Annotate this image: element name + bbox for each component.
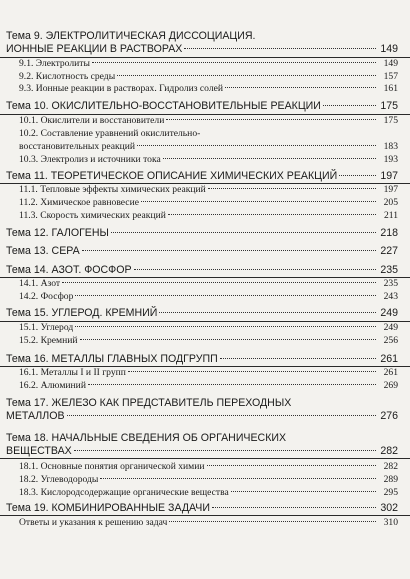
page-number: 211 — [383, 210, 398, 221]
toc-title: 18.3. Кислородсодержащие органические вещества — [19, 487, 229, 498]
toc-title: 15.1. Углерод — [19, 322, 74, 333]
toc-sub-entry[interactable] — [19, 366, 398, 380]
toc-title: Тема 9. ЭЛЕКТРОЛИТИЧЕСКАЯ ДИССОЦИАЦИЯ. — [6, 30, 256, 42]
page-number: 282 — [380, 445, 398, 457]
toc-sub-entry-start[interactable] — [19, 127, 200, 141]
leader-dots — [168, 214, 376, 215]
toc-title: Тема 13. СЕРА — [6, 245, 80, 257]
toc-title: 15.2. Кремний — [19, 335, 78, 346]
leader-dots — [169, 521, 376, 522]
page-number: 183 — [383, 141, 398, 152]
page-number: 149 — [383, 58, 398, 69]
topic-title — [6, 29, 255, 43]
toc-title: 11.3. Скорость химических реакций — [19, 210, 166, 221]
toc-title: ИОННЫЕ РЕАКЦИИ В РАСТВОРАХ — [6, 43, 183, 55]
page-number: 197 — [383, 184, 398, 195]
toc-sub-entry[interactable] — [19, 140, 398, 154]
page-number: 175 — [380, 100, 398, 112]
page-number: 197 — [380, 170, 398, 182]
toc-title: Ответы и указания к решению задач — [19, 517, 168, 528]
toc-sub-entry[interactable] — [19, 473, 398, 487]
page-number: 269 — [383, 380, 398, 391]
toc-title: Тема 19. КОМБИНИРОВАННЫЕ ЗАДАЧИ — [6, 502, 210, 514]
leader-dots — [100, 478, 376, 479]
toc-topic-entry-start[interactable] — [6, 396, 291, 410]
toc-title: Тема 17. ЖЕЛЕЗО КАК ПРЕДСТАВИТЕЛЬ ПЕРЕХОДНЫХ — [6, 397, 292, 409]
toc-topic-entry[interactable] — [6, 352, 398, 366]
page-number: 310 — [383, 517, 398, 528]
section-divider — [0, 458, 410, 459]
leader-dots — [67, 415, 376, 416]
toc-sub-entry[interactable] — [19, 209, 398, 223]
toc-title: Тема 18. НАЧАЛЬНЫЕ СВЕДЕНИЯ ОБ ОРГАНИЧЕСКИХ — [6, 432, 287, 444]
toc-title: Тема 14. АЗОТ. ФОСФОР — [6, 264, 132, 276]
toc-topic-entry[interactable] — [6, 244, 398, 258]
toc-title: Тема 12. ГАЛОГЕНЫ — [6, 227, 109, 239]
page-number: 149 — [380, 43, 398, 55]
toc-topic-entry[interactable] — [6, 409, 398, 423]
toc-title: 14.1. Азот — [19, 278, 61, 289]
page-number: 261 — [380, 353, 398, 365]
toc-title: МЕТАЛЛОВ — [6, 410, 65, 422]
toc-sub-entry[interactable] — [19, 460, 398, 474]
leader-dots — [225, 87, 376, 88]
toc-title: Тема 11. ТЕОРЕТИЧЕСКОЕ ОПИСАНИЕ ХИМИЧЕСКИХ РЕАКЦИЙ — [6, 170, 338, 182]
toc-topic-entry-start[interactable] — [6, 431, 286, 445]
toc-sub-entry[interactable] — [19, 486, 398, 500]
page-number: 289 — [383, 474, 398, 485]
toc-sub-entry[interactable] — [19, 183, 398, 197]
page-number: 205 — [383, 197, 398, 208]
toc-sub-entry[interactable] — [19, 153, 398, 167]
toc-title: ВЕЩЕСТВАХ — [6, 445, 72, 457]
toc-topic-entry[interactable] — [6, 306, 398, 320]
leader-dots — [111, 232, 376, 233]
page-number: 282 — [383, 461, 398, 472]
toc-title: 14.2. Фосфор — [19, 291, 74, 302]
toc-title: восстановительных реакций — [19, 141, 136, 152]
page-number: 256 — [383, 335, 398, 346]
leader-dots — [134, 269, 376, 270]
toc-title: Тема 10. ОКИСЛИТЕЛЬНО-ВОССТАНОВИТЕЛЬНЫЕ РЕАКЦИИ — [6, 100, 321, 112]
page-number: 218 — [380, 227, 398, 239]
toc-sub-entry[interactable] — [19, 379, 398, 393]
toc-title: 16.1. Металлы I и II групп — [19, 367, 126, 378]
toc-title: Тема 16. МЕТАЛЛЫ ГЛАВНЫХ ПОДГРУПП — [6, 353, 218, 365]
leader-dots — [80, 339, 376, 340]
page-number: 193 — [383, 154, 398, 165]
toc-title: 10.2. Составление уравнений окислительно- — [19, 128, 201, 139]
toc-topic-entry[interactable] — [6, 99, 398, 113]
toc-topic-entry[interactable] — [6, 42, 398, 56]
toc-title: 10.3. Электролиз и источники тока — [19, 154, 161, 165]
page-number: 261 — [383, 367, 398, 378]
toc-title: 9.2. Кислотность среды — [19, 71, 116, 82]
toc-topic-entry[interactable] — [6, 226, 398, 240]
page-number: 227 — [380, 245, 398, 257]
toc-title: 11.2. Химическое равновесие — [19, 197, 139, 208]
leader-dots — [212, 507, 376, 508]
page-number: 295 — [383, 487, 398, 498]
toc-topic-entry[interactable] — [6, 444, 398, 458]
toc-topic-entry[interactable] — [6, 501, 398, 515]
leader-dots — [184, 48, 376, 49]
leader-dots — [339, 175, 376, 176]
toc-title: 9.3. Ионные реакции в растворах. Гидролиз солей — [19, 83, 224, 94]
toc-title: Тема 15. УГЛЕРОД. КРЕМНИЙ — [6, 307, 158, 319]
leader-dots — [62, 282, 376, 283]
toc-sub-entry[interactable] — [19, 334, 398, 348]
toc-title: 9.1. Электролиты — [19, 58, 90, 69]
leader-dots — [128, 371, 376, 372]
toc-title: 16.2. Алюминий — [19, 380, 86, 391]
toc-sub-entry[interactable] — [19, 57, 398, 71]
leader-dots — [166, 119, 376, 120]
toc-topic-entry[interactable] — [6, 169, 398, 183]
leader-dots — [75, 295, 376, 296]
page-number: 302 — [380, 502, 398, 514]
toc-title: 18.2. Углеводороды — [19, 474, 99, 485]
toc-topic-entry[interactable] — [6, 263, 398, 277]
leader-dots — [220, 358, 376, 359]
page-number: 276 — [380, 410, 398, 422]
page-number: 157 — [383, 71, 398, 82]
leader-dots — [141, 201, 376, 202]
page-number: 249 — [380, 307, 398, 319]
toc-title: 11.1. Тепловые эффекты химических реакций — [19, 184, 206, 195]
toc-title: 18.1. Основные понятия органической химии — [19, 461, 205, 472]
leader-dots — [117, 75, 376, 76]
leader-dots — [88, 384, 376, 385]
page-number: 175 — [383, 115, 398, 126]
leader-dots — [159, 312, 376, 313]
leader-dots — [208, 188, 376, 189]
page-number: 243 — [383, 291, 398, 302]
leader-dots — [231, 491, 376, 492]
toc-sub-entry[interactable] — [19, 196, 398, 210]
toc-sub-entry[interactable] — [19, 321, 398, 335]
toc-sub-entry[interactable] — [19, 114, 398, 128]
leader-dots — [82, 250, 376, 251]
page-number: 235 — [380, 264, 398, 276]
toc-sub-entry[interactable] — [19, 516, 398, 530]
toc-sub-entry[interactable] — [19, 82, 398, 96]
toc-sub-entry[interactable] — [19, 277, 398, 291]
leader-dots — [137, 145, 376, 146]
leader-dots — [74, 450, 376, 451]
toc-sub-entry[interactable] — [19, 290, 398, 304]
toc-title: 10.1. Окислители и восстановители — [19, 115, 165, 126]
leader-dots — [207, 465, 377, 466]
page-number: 235 — [383, 278, 398, 289]
leader-dots — [163, 158, 376, 159]
leader-dots — [92, 62, 376, 63]
page-number: 161 — [383, 83, 398, 94]
page-number: 249 — [383, 322, 398, 333]
leader-dots — [323, 105, 376, 106]
leader-dots — [75, 326, 376, 327]
